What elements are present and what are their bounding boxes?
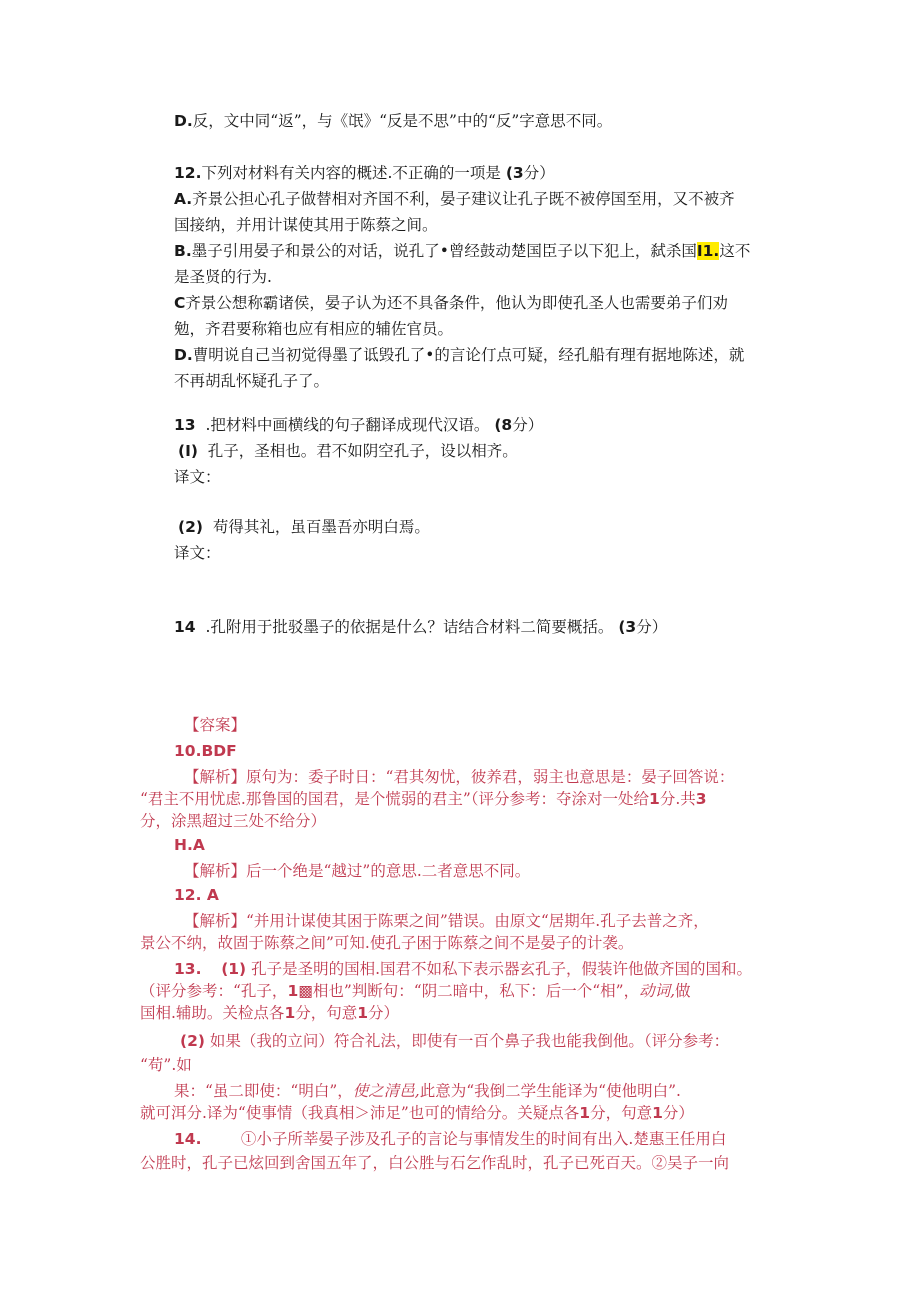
option-text: 齐景公担心孔子做替相对齐国不利，晏子建议让孔子既不被停国至用，又不被齐 — [192, 190, 735, 208]
question-score: (3 — [618, 618, 637, 636]
question-number: 12. — [174, 164, 202, 182]
answer-11: H.A — [174, 836, 205, 854]
answer-10: 10.BDF — [174, 742, 237, 760]
question-score: (8 — [494, 416, 513, 434]
option-label: C — [174, 294, 186, 312]
answer-11-explanation: 【解析】后一个绝是“越过”的意思.二者意思不同。 — [184, 862, 531, 880]
answer-13-line-1: 13. (1) 孔子是圣明的国相.国君不如私下表示器玄孔子，假装许他做齐国的国和。 — [174, 960, 753, 978]
option-text-tail: 这不 — [719, 242, 751, 260]
q14-stem — [174, 616, 667, 638]
question-text: .把材料中画横线的句子翻译成现代汉语。 — [205, 416, 490, 434]
q13-translation-label-2: 译文： — [174, 544, 221, 562]
option-text: 齐景公想称霸诸侯，晏子认为还不具备条件，他认为即使孔圣人也需要弟子们劝 — [185, 294, 728, 312]
sentence-text: 苟得其礼，虽百墨吾亦明白焉。 — [212, 518, 430, 536]
question-score-tail: 分） — [512, 416, 544, 434]
answer-12: 12. A — [174, 886, 219, 904]
question-number: 14 — [174, 618, 196, 636]
answer-12-explanation-2: 景公不纳，故固于陈蔡之间”可知.使孔子困于陈蔡之间不是晏子的计袭。 — [140, 934, 634, 952]
q13-sentence-1 — [178, 440, 518, 462]
sentence-text: 孔子，圣相也。君不如阴空孔子，设以相齐。 — [207, 442, 518, 460]
question-number: 13 — [174, 416, 196, 434]
answer-13-line-6: 果：“虽二即使：“明白”，使之清邑,此意为“我倒二学生能译为“使他明白”. — [174, 1082, 681, 1100]
answer-14-line-2: 公胜时，孔子已炫回到舍国五年了，白公胜与石乞作乱时，孔子已死百天。②吴子一向 — [140, 1154, 730, 1172]
q12-option-a-line2 — [174, 214, 438, 236]
q13-translation-label-1: 译文： — [174, 468, 221, 486]
option-label: B. — [174, 242, 192, 260]
highlight-mark: I1. — [696, 242, 720, 260]
option-text: 反，文中同“返”，与《氓》“反是不思”中的“反”字意思不同。 — [192, 112, 613, 130]
question-text: 下列对材料有关内容的概述.不正确的一项是 — [201, 164, 501, 182]
option-label: A. — [174, 190, 193, 208]
sentence-label: (I) — [178, 442, 198, 460]
option-text: 不再胡乱怀疑孔子了。 — [174, 372, 330, 390]
question-text: .孔附用于批驳墨子的依据是什么？诘结合材料二简要概括。 — [205, 618, 614, 636]
question-score-tail: 分） — [636, 618, 668, 636]
q13-sentence-2 — [178, 516, 430, 538]
q12-option-b-line1 — [174, 240, 750, 262]
q11-option-d — [174, 110, 612, 132]
option-text: 是圣贤的行为. — [174, 268, 272, 286]
q12-option-c-line2 — [174, 318, 453, 340]
q12-option-d-line2 — [174, 370, 329, 392]
q13-stem — [174, 414, 543, 436]
answer-14-line-1: 14. ①小子所莘晏子涉及孔子的言论与事情发生的时间有出入.楚惠王任用白 — [174, 1130, 727, 1148]
answer-10-explanation-1: 【解析】原句为：委子时日：“君其匆忧，彼养君，弱主也意思是：晏子回答说： — [184, 768, 735, 786]
option-label: D. — [174, 112, 193, 130]
answer-10-explanation-3: 分，涂黑超过三处不给分） — [140, 812, 327, 830]
option-text: 墨子引用晏子和景公的对话，说孔了•曾经鼓动楚国臣子以下犯上，弑杀国 — [191, 242, 697, 260]
answer-13-line-5: “苟”.如 — [140, 1056, 192, 1074]
q12-option-b-line2 — [174, 266, 272, 288]
sentence-label: (2) — [178, 518, 203, 536]
q12-option-a-line1 — [174, 188, 735, 210]
answer-13-line-4: (2) 如果（我的立问）符合礼法，即使有一百个鼻子我也能我倒他。（评分参考： — [180, 1032, 730, 1050]
answer-13-line-2: （评分参考：“孔子，1▩相也”判断句：“阴二暗中，私下：后一个“相”，动词,做 — [140, 982, 691, 1000]
option-text: 曹明说自己当初觉得墨了诋毁孔了•的言论仃点可疑，经孔船有理有据地陈述，就 — [192, 346, 745, 364]
q12-stem — [174, 162, 555, 184]
option-label: D. — [174, 346, 193, 364]
question-score-tail: 分） — [523, 164, 555, 182]
answer-13-line-7: 就可洱分.译为“使事情（我真相＞沛足”也可的情给分。关疑点各1分，句意1分） — [140, 1104, 694, 1122]
option-text: 国接纳，并用计谋使其用于陈蔡之间。 — [174, 216, 438, 234]
answer-10-explanation-2: “君主不用忧虑.那鲁国的国君，是个慌弱的君主”（评分参考：夺涂对一处给1分.共3 — [140, 790, 707, 808]
question-score: (3 — [505, 164, 524, 182]
answer-12-explanation-1: 【解析】“并用计谋使其困于陈栗之间”错误。由原文“居期年.孔子去普之齐， — [184, 912, 709, 930]
q12-option-d-line1 — [174, 344, 744, 366]
q12-option-c-line1 — [174, 292, 728, 314]
option-text: 勉，齐君要称箱也应有相应的辅佐官员。 — [174, 320, 454, 338]
answer-13-line-3: 国相.辅助。关检点各1分，句意1分） — [140, 1004, 400, 1022]
answers-header: 【容案】 — [184, 716, 247, 734]
